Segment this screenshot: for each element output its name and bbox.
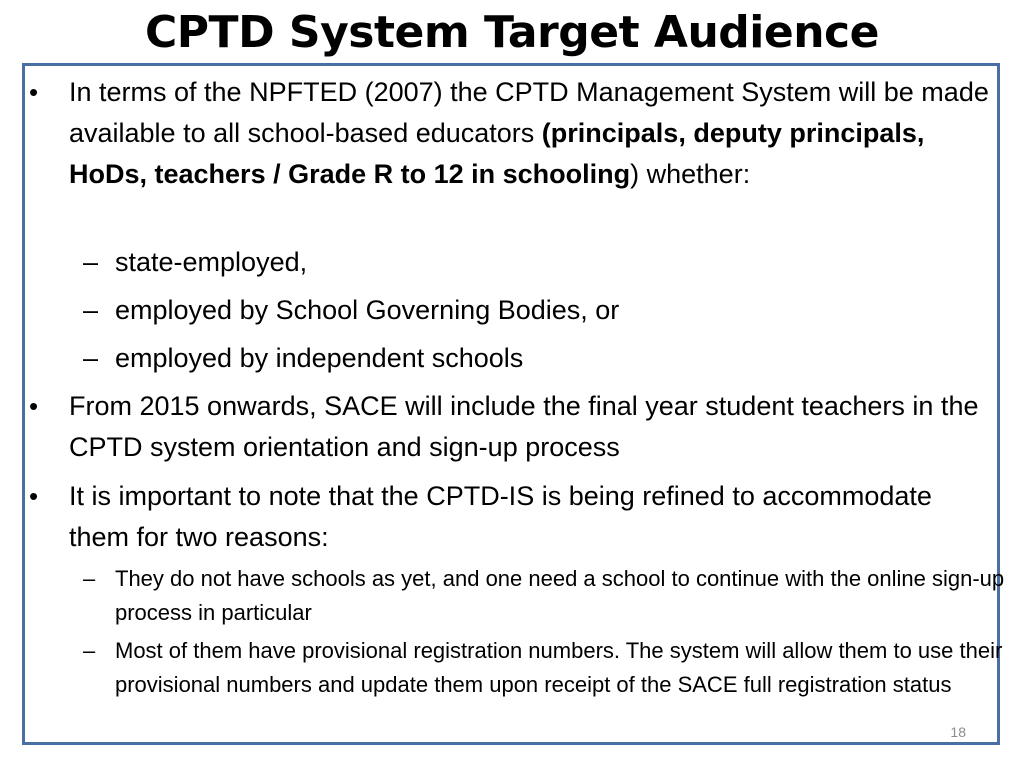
sub-bullet-state-employed [83, 242, 995, 283]
dash-marker: – [83, 566, 96, 591]
bullet-text-bold: (principals, deputy principals, HoDs, teachers / Grade R to 12 in schooling [69, 118, 925, 189]
sub-bullet-provisional [83, 634, 1005, 702]
dash-marker: – [83, 247, 99, 277]
bullet-text: In terms of the NPFTED (2007) the CPTD Management System will be made available to all school-based educators [69, 77, 989, 148]
page-number: 18 [950, 724, 966, 740]
dash-marker: – [83, 343, 99, 373]
bullet-marker: • [29, 481, 39, 511]
sub-bullet-text: employed by School Governing Bodies, or [115, 295, 620, 325]
bullet-text: It is important to note that the CPTD-IS is being refined to accommodate them for two reasons: [69, 481, 932, 552]
dash-marker: – [83, 295, 99, 325]
sub-bullet-text: employed by independent schools [115, 343, 524, 373]
bullet-text-end: ) whether: [630, 159, 751, 189]
bullet-cptd-is [29, 476, 989, 558]
bullet-marker: • [29, 77, 39, 107]
sub-bullet-text: state-employed, [115, 247, 308, 277]
bullet-text: From 2015 onwards, SACE will include the final year student teachers in the CPTD system orientation and sign-up process [69, 391, 979, 462]
sub-bullet-independent [83, 338, 995, 379]
bullet-npfted [29, 72, 989, 195]
sub-bullet-text: Most of them have provisional registration numbers. The system will allow them to use their provisional numbers and update them upon receipt of the SACE full registration status [115, 638, 1003, 697]
sub-bullet-sgb [83, 290, 995, 331]
slide-title: CPTD System Target Audience [145, 7, 879, 58]
bullet-marker: • [29, 391, 39, 421]
content-box [22, 63, 1005, 745]
bullet-sace-2015 [29, 386, 989, 468]
dash-marker: – [83, 638, 96, 663]
sub-bullet-no-schools [83, 562, 1005, 630]
sub-bullet-text: They do not have schools as yet, and one need a school to continue with the online sign-up process in particular [115, 566, 1005, 625]
